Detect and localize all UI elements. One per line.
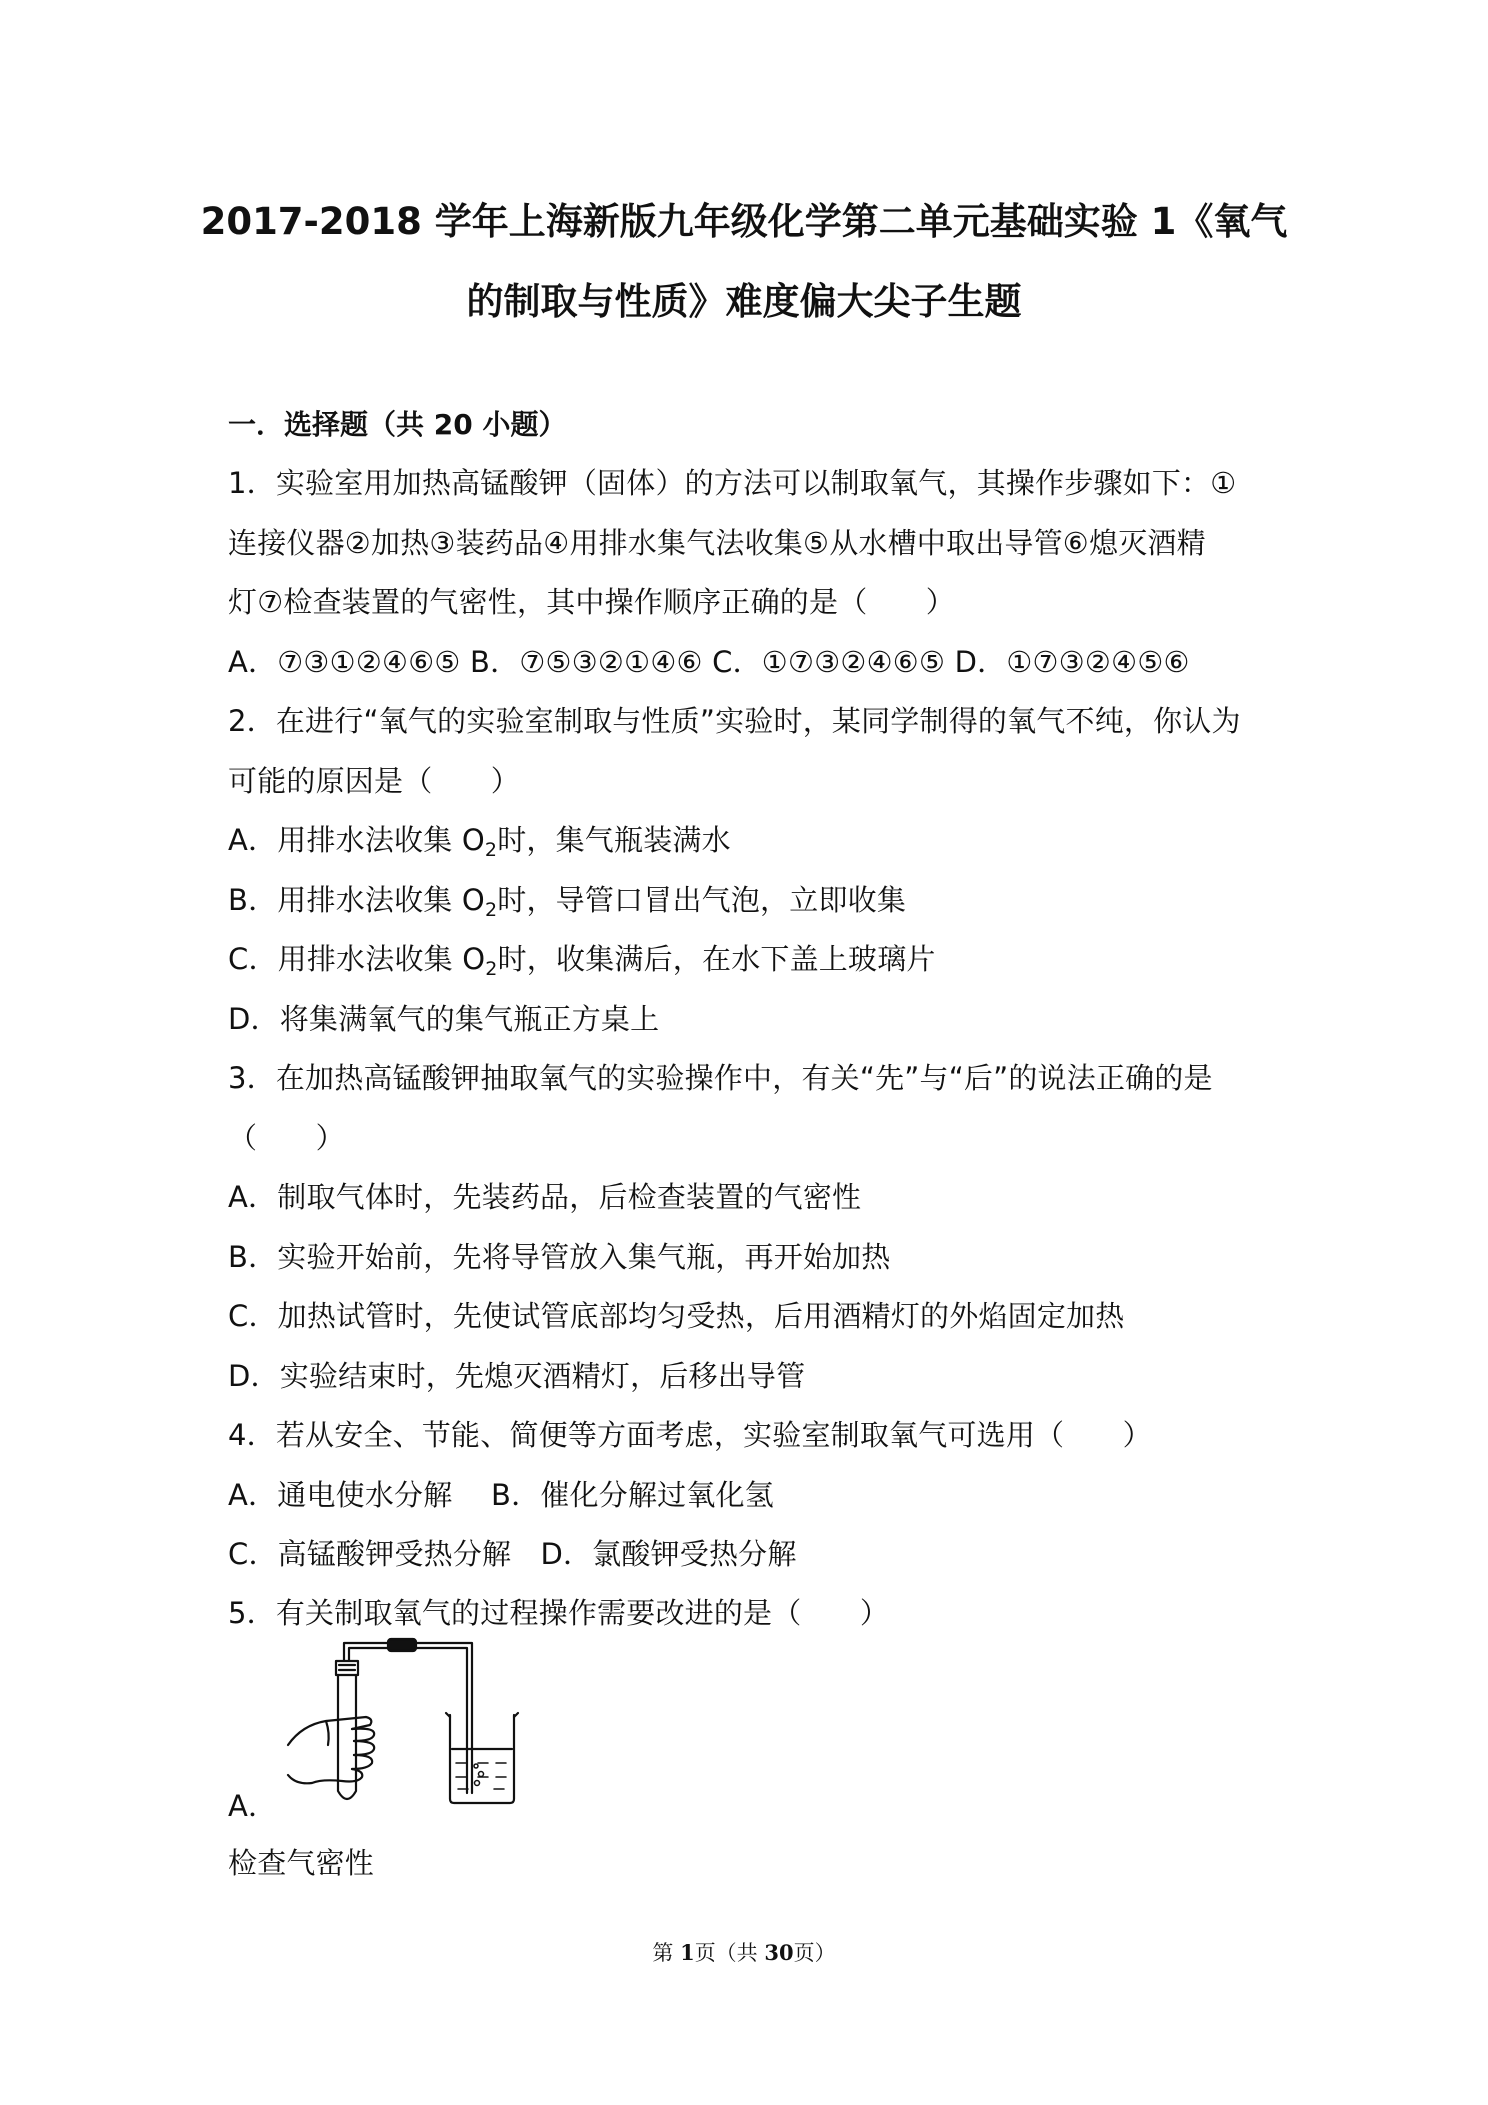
footer-total-pages: 30 — [764, 1940, 794, 1965]
question-2-option-d: D．将集满氧气的集气瓶正方桌上 — [228, 1001, 660, 1036]
subscript-2: 2 — [485, 958, 498, 980]
title-line-1: 2017-2018 学年上海新版九年级化学第二单元基础实验 1《氧气 — [200, 200, 1288, 243]
page-footer — [0, 1937, 1488, 1967]
question-1-line-1: 1．实验室用加热高锰酸钾（固体）的方法可以制取氧气，其操作步骤如下：① — [228, 466, 1237, 500]
footer-suffix: 页） — [793, 1941, 836, 1965]
question-1-line-3: 灯⑦检查装置的气密性，其中操作顺序正确的是（ ） — [228, 585, 955, 619]
question-1-line-2: 连接仪器②加热③装药品④用排水集气法收集⑤从水槽中取出导管⑥熄灭酒精 — [228, 525, 1206, 560]
option-a-text: A．用排水法收集 O — [228, 823, 485, 857]
question-2-line-1: 2．在进行“氧气的实验室制取与性质”实验时，某同学制得的氧气不纯，你认为 — [228, 704, 1241, 738]
subscript-2: 2 — [484, 839, 498, 861]
footer-prefix: 第 — [652, 1941, 681, 1965]
question-3 — [228, 1049, 1278, 1406]
question-4-options-ab: A．通电使水分解 B．催化分解过氧化氢 — [228, 1477, 774, 1512]
question-5-line-1: 5．有关制取氧气的过程操作需要改进的是（ ） — [228, 1596, 890, 1630]
question-1-options: A．⑦③①②④⑥⑤ B．⑦⑤③②①④⑥ C．①⑦③②④⑥⑤ D．①⑦③②④⑤⑥ — [228, 644, 1190, 679]
title-line-2: 的制取与性质》难度偏大尖子生题 — [466, 280, 1022, 323]
option-c-text: C．用排水法收集 O — [228, 942, 486, 976]
question-1 — [228, 454, 1278, 692]
question-5-option-a-caption: 检查气密性 — [228, 1846, 375, 1880]
question-5-option-a-label: A． — [228, 1789, 278, 1823]
question-2 — [228, 692, 1278, 1049]
airtightness-check-figure — [282, 1633, 532, 1808]
question-4 — [228, 1406, 1278, 1585]
question-3-line-1: 3．在加热高锰酸钾抽取氧气的实验操作中，有关“先”与“后”的说法正确的是 — [228, 1061, 1213, 1095]
document-title — [150, 182, 1338, 342]
question-2-option-c — [228, 930, 1278, 990]
question-2-option-b — [228, 871, 1278, 931]
question-2-option-a — [228, 811, 1278, 871]
question-3-option-c: C．加热试管时，先使试管底部均匀受热，后用酒精灯的外焰固定加热 — [228, 1299, 1125, 1333]
subscript-2: 2 — [484, 898, 498, 921]
question-2-line-2: 可能的原因是（ ） — [228, 763, 521, 798]
option-a-text-end: 时，集气瓶装满水 — [497, 823, 731, 857]
question-3-option-a: A．制取气体时，先装药品，后检查装置的气密性 — [228, 1180, 862, 1214]
footer-middle: 页（共 — [694, 1941, 765, 1965]
footer-page-number: 1 — [680, 1940, 695, 1965]
question-4-line-1: 4．若从安全、节能、简便等方面考虑，实验室制取氧气可选用（ ） — [228, 1418, 1152, 1452]
option-b-text-end: 时，导管口冒出气泡，立即收集 — [497, 882, 907, 917]
question-3-option-d: D．实验结束时，先熄灭酒精灯，后移出导管 — [228, 1358, 806, 1393]
question-4-options-cd: C．高锰酸钾受热分解 D．氯酸钾受热分解 — [228, 1537, 797, 1571]
option-c-text-end: 时，收集满后，在水下盖上玻璃片 — [497, 942, 936, 976]
question-3-option-b: B．实验开始前，先将导管放入集气瓶，再开始加热 — [228, 1239, 891, 1274]
question-3-line-2: （ ） — [228, 1120, 345, 1155]
section-heading: 一．选择题（共 20 小题） — [228, 408, 567, 441]
option-b-text: B．用排水法收集 O — [228, 882, 485, 917]
